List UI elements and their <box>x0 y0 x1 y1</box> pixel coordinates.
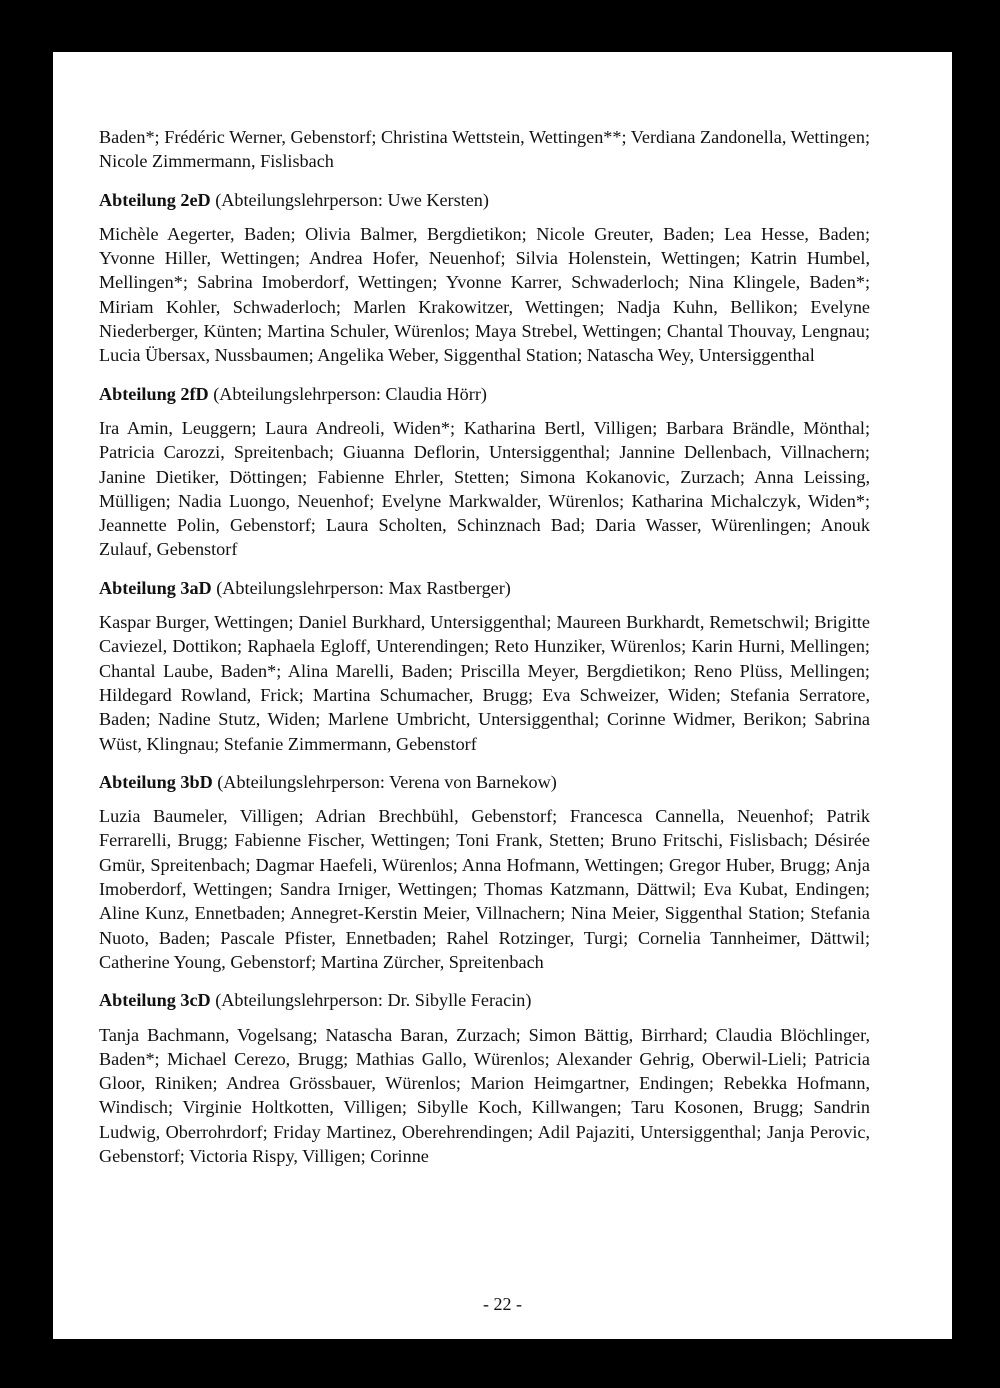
document-page <box>53 52 952 1339</box>
section-teacher: (Abteilungslehrperson: Verena von Barnekow) <box>217 771 557 792</box>
section-heading <box>99 770 870 794</box>
section-2fD <box>99 382 870 562</box>
intro-paragraph: Baden*; Frédéric Werner, Gebenstorf; Christina Wettstein, Wettingen**; Verdiana Zandonella, Wettingen; Nicole Zimmermann, Fislisbach <box>99 127 870 172</box>
section-label: Abteilung 2eD <box>99 189 211 210</box>
section-3cD <box>99 988 870 1168</box>
student-list: Michèle Aegerter, Baden; Olivia Balmer, Bergdietikon; Nicole Greuter, Baden; Lea Hesse, Baden; Yvonne Hiller, Wettingen; Andrea Hofer, Neuenhof; Silvia Holenstein, Wettingen; Katrin Humbel, Mellingen*; Sabrina Imoberdorf, Wettingen; Yvonne Karrer, Schwaderloch; Nina Klingele, Baden*; Miriam Kohler, Schwaderloch; Marlen Krakowitzer, Wettingen; Nadja Kuhn, Bellikon; Evelyne Niederberger, Künten; Martina Schuler, Würenlos; Maya Strebel, Wettingen; Chantal Thouvay, Lengnau; Lucia Übersax, Nussbaumen; Angelika Weber, Siggenthal Station; Natascha Wey, Untersiggenthal <box>99 223 870 366</box>
section-heading <box>99 988 870 1012</box>
section-heading <box>99 576 870 600</box>
section-label: Abteilung 3bD <box>99 771 213 792</box>
page-number: - 22 - <box>483 1294 522 1314</box>
section-teacher: (Abteilungslehrperson: Max Rastberger) <box>216 577 511 598</box>
section-3bD <box>99 770 870 974</box>
section-teacher: (Abteilungslehrperson: Dr. Sibylle Feracin) <box>215 990 532 1011</box>
student-list: Tanja Bachmann, Vogelsang; Natascha Baran, Zurzach; Simon Bättig, Birrhard; Claudia Blöchlinger, Baden*; Michael Cerezo, Brugg; Mathias Gallo, Würenlos; Alexander Gehrig, Oberwil-Lieli; Patricia Gloor, Riniken; Andrea Grössbauer, Würenlos; Marion Heimgartner, Endingen; Rebekka Hofmann, Windisch; Virginie Holtkotten, Villigen; Sibylle Koch, Killwangen; Taru Kosonen, Brugg; Sandrin Ludwig, Oberrohrdorf; Friday Martinez, Oberehrendingen; Adil Pajaziti, Untersiggenthal; Janja Perovic, Gebenstorf; Victoria Rispy, Villigen; Corinne <box>99 1024 870 1166</box>
student-list: Luzia Baumeler, Villigen; Adrian Brechbühl, Gebenstorf; Francesca Cannella, Neuenhof; Patrik Ferrarelli, Brugg; Fabienne Fischer, Wettingen; Toni Frank, Stetten; Bruno Fritschi, Fislisbach; Désirée Gmür, Spreitenbach; Dagmar Haefeli, Würenlos; Anna Hofmann, Wettingen; Gregor Huber, Brugg; Anja Imoberdorf, Wettingen; Sandra Irniger, Wettingen; Thomas Katzmann, Dättwil; Eva Kubat, Endingen; Aline Kunz, Ennetbaden; Annegret-Kerstin Meier, Villnachern; Nina Meier, Siggenthal Station; Stefania Nuoto, Baden; Pascale Pfister, Ennetbaden; Rahel Rotzinger, Turgi; Cornelia Tannheimer, Dättwil; Catherine Young, Gebenstorf; Martina Zürcher, Spreitenbach <box>99 806 870 972</box>
student-list: Ira Amin, Leuggern; Laura Andreoli, Widen*; Katharina Bertl, Villigen; Barbara Brändle, Mönthal; Patricia Carozzi, Spreitenbach; Giuanna Deflorin, Untersiggenthal; Jannine Dellenbach, Villnachern; Janine Dietiker, Döttingen; Fabienne Ehrler, Stetten; Simona Kokanovic, Zurzach; Anna Leissing, Mülligen; Nadia Luongo, Neuenhof; Evelyne Markwalder, Würenlos; Katharina Michalczyk, Widen*; Jeannette Polin, Gebenstorf; Laura Scholten, Schinznach Bad; Daria Wasser, Würenlingen; Anouk Zulauf, Gebenstorf <box>99 417 870 560</box>
section-label: Abteilung 2fD <box>99 383 209 404</box>
section-label: Abteilung 3cD <box>99 990 211 1011</box>
section-label: Abteilung 3aD <box>99 577 212 598</box>
section-heading <box>99 188 870 212</box>
section-2eD <box>99 188 870 368</box>
section-teacher: (Abteilungslehrperson: Claudia Hörr) <box>213 383 487 404</box>
student-list: Kaspar Burger, Wettingen; Daniel Burkhard, Untersiggenthal; Maureen Burkhardt, Remetschwil; Brigitte Caviezel, Dottikon; Raphaela Egloff, Unterendingen; Reto Hunziker, Würenlos; Karin Hurni, Mellingen; Chantal Laube, Baden*; Alina Marelli, Baden; Priscilla Meyer, Bergdietikon; Reno Plüss, Mellingen; Hildegard Rowland, Frick; Martina Schumacher, Brugg; Eva Schweizer, Widen; Stefania Serratore, Baden; Nadine Stutz, Widen; Marlene Umbricht, Untersiggenthal; Corinne Widmer, Berikon; Sabrina Wüst, Klingnau; Stefanie Zimmermann, Gebenstorf <box>99 612 870 754</box>
section-heading <box>99 382 870 406</box>
section-3aD <box>99 576 870 756</box>
section-teacher: (Abteilungslehrperson: Uwe Kersten) <box>215 189 489 210</box>
page-content <box>99 125 870 1182</box>
